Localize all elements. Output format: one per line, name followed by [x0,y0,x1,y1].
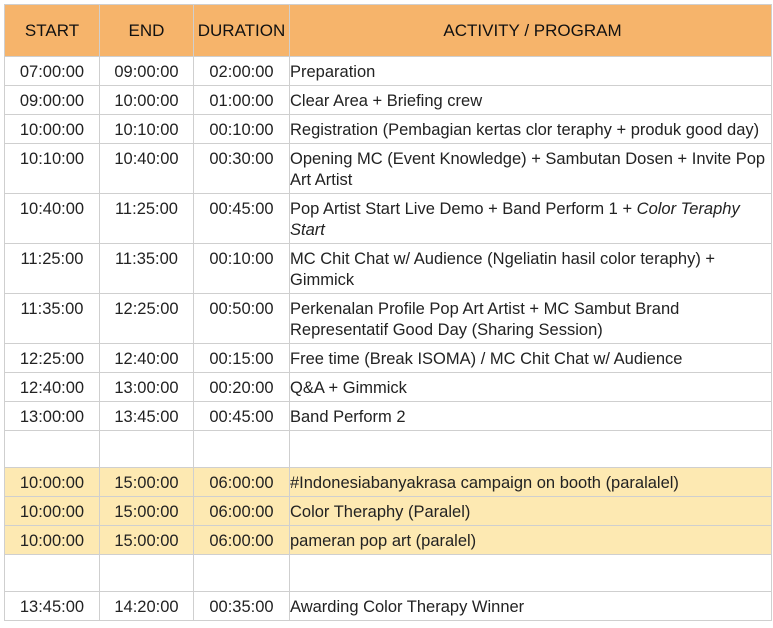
start-cell: 10:10:00 [5,144,100,194]
duration-cell: 00:10:00 [194,115,290,144]
header-duration: DURATION [194,5,290,57]
duration-cell: 06:00:00 [194,526,290,555]
activity-cell: Perkenalan Profile Pop Art Artist + MC Sambut Brand Representatif Good Day (Sharing Session) [290,294,772,344]
end-cell: 15:00:00 [100,497,194,526]
activity-cell: Free time (Break ISOMA) / MC Chit Chat w/ Audience [290,344,772,373]
duration-cell: 06:00:00 [194,497,290,526]
empty-cell [5,555,100,592]
empty-cell [100,555,194,592]
parallel-row [5,497,772,526]
activity-cell: Opening MC (Event Knowledge) + Sambutan Dosen + Invite Pop Art Artist [290,144,772,194]
start-cell: 07:00:00 [5,57,100,86]
activity-italic-text: Color Teraphy Start [290,200,740,239]
activity-cell: Q&A + Gimmick [290,373,772,402]
table-row [5,402,772,431]
start-cell: 13:45:00 [5,592,100,621]
end-cell: 10:10:00 [100,115,194,144]
end-cell: 11:35:00 [100,244,194,294]
header-row [5,5,772,57]
duration-cell: 00:45:00 [194,402,290,431]
empty-cell [100,431,194,468]
activity-text: Pop Artist Start Live Demo + Band Perform 1 + [290,200,637,218]
duration-cell: 02:00:00 [194,57,290,86]
empty-cell [194,555,290,592]
activity-cell: #Indonesiabanyakrasa campaign on booth (paralalel) [290,468,772,497]
duration-cell: 06:00:00 [194,468,290,497]
header-activity: ACTIVITY / PROGRAM [290,5,772,57]
end-cell: 15:00:00 [100,526,194,555]
empty-row [5,431,772,468]
table-row [5,344,772,373]
activity-cell: Band Perform 2 [290,402,772,431]
start-cell: 13:00:00 [5,402,100,431]
end-cell: 10:00:00 [100,86,194,115]
duration-cell: 00:35:00 [194,592,290,621]
activity-cell [290,194,772,244]
table-row [5,373,772,402]
end-cell: 12:40:00 [100,344,194,373]
duration-cell: 00:45:00 [194,194,290,244]
duration-cell: 00:50:00 [194,294,290,344]
activity-cell: Clear Area + Briefing crew [290,86,772,115]
parallel-row [5,468,772,497]
end-cell: 15:00:00 [100,468,194,497]
activity-cell: pameran pop art (paralel) [290,526,772,555]
end-cell: 14:20:00 [100,592,194,621]
duration-cell: 01:00:00 [194,86,290,115]
table-row [5,144,772,194]
duration-cell: 00:30:00 [194,144,290,194]
end-cell: 11:25:00 [100,194,194,244]
empty-cell [290,431,772,468]
activity-cell: MC Chit Chat w/ Audience (Ngeliatin hasil color teraphy) + Gimmick [290,244,772,294]
table-row [5,115,772,144]
start-cell: 11:25:00 [5,244,100,294]
table-row [5,244,772,294]
start-cell: 10:00:00 [5,115,100,144]
end-cell: 13:00:00 [100,373,194,402]
header-end: END [100,5,194,57]
activity-cell: Awarding Color Therapy Winner [290,592,772,621]
parallel-row [5,526,772,555]
start-cell: 12:40:00 [5,373,100,402]
start-cell: 11:35:00 [5,294,100,344]
start-cell: 12:25:00 [5,344,100,373]
start-cell: 10:00:00 [5,526,100,555]
start-cell: 10:40:00 [5,194,100,244]
empty-cell [194,431,290,468]
duration-cell: 00:15:00 [194,344,290,373]
empty-cell [290,555,772,592]
table-row [5,194,772,244]
end-cell: 13:45:00 [100,402,194,431]
table-row [5,57,772,86]
activity-cell: Color Theraphy (Paralel) [290,497,772,526]
table-row [5,592,772,621]
duration-cell: 00:20:00 [194,373,290,402]
schedule-table [4,4,772,621]
duration-cell: 00:10:00 [194,244,290,294]
end-cell: 10:40:00 [100,144,194,194]
table-row [5,86,772,115]
end-cell: 09:00:00 [100,57,194,86]
activity-cell: Preparation [290,57,772,86]
empty-cell [5,431,100,468]
start-cell: 09:00:00 [5,86,100,115]
start-cell: 10:00:00 [5,468,100,497]
end-cell: 12:25:00 [100,294,194,344]
empty-row [5,555,772,592]
start-cell: 10:00:00 [5,497,100,526]
activity-cell: Registration (Pembagian kertas clor teraphy + produk good day) [290,115,772,144]
table-row [5,294,772,344]
header-start: START [5,5,100,57]
